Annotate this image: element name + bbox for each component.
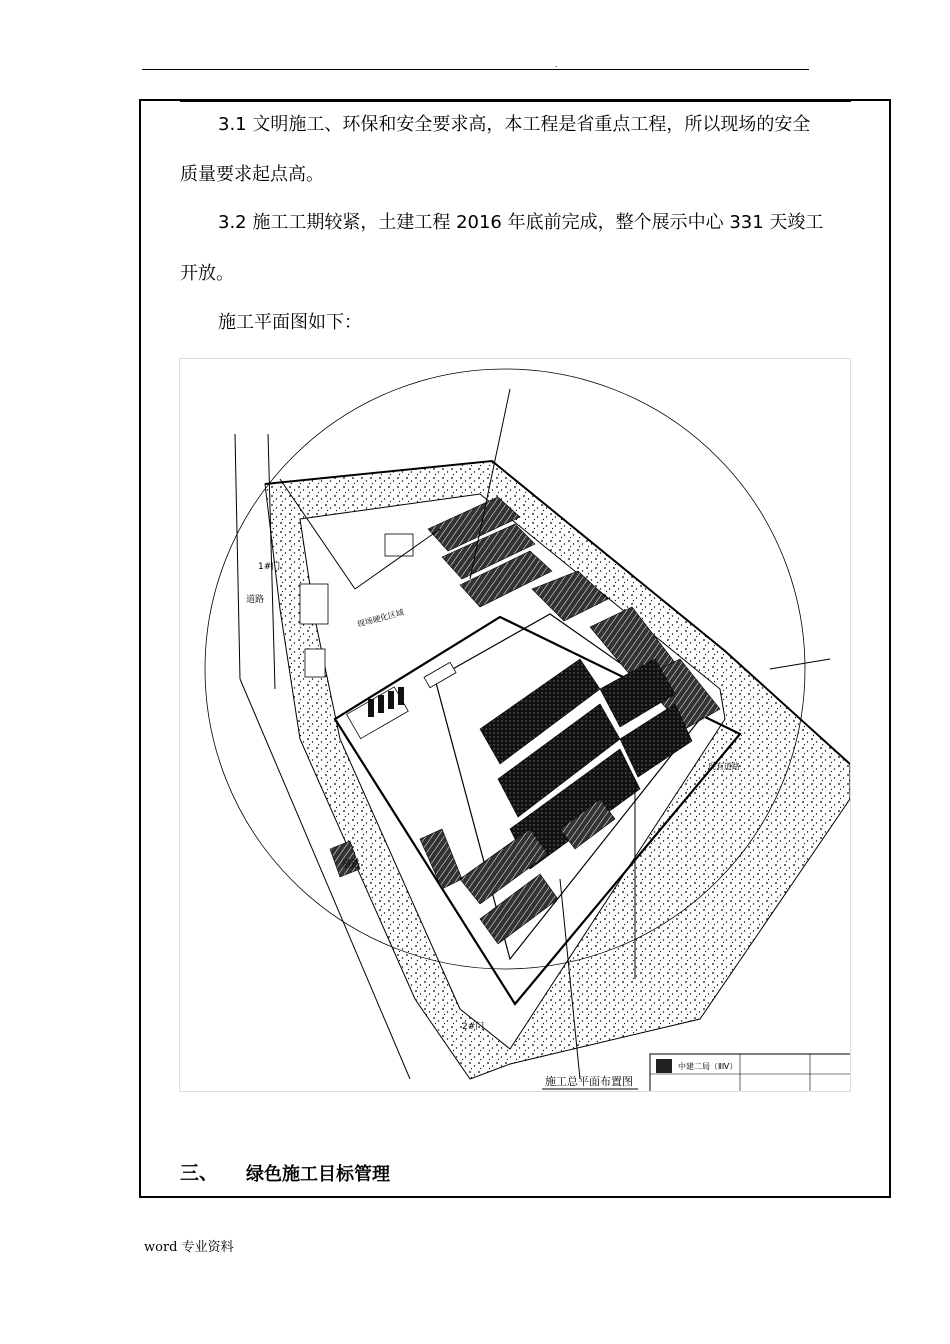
label-hardened-area: 现场硬化区域 [356,607,405,629]
label-road-bottom: 道路 [342,860,361,870]
label-road-left: 道路 [246,595,265,605]
paragraph-3-2-line1: 3.2 施工工期较紧，土建工程 2016 年底前完成，整个展示中心 331 天竣工 [218,212,824,233]
drawing-title: 施工总平面布置图 [545,1075,633,1088]
title-block [542,1054,851,1092]
header-mark: . [555,60,558,69]
section-title: 绿色施工目标管理 [246,1164,390,1185]
site-plan-figure [179,358,851,1092]
figure-intro: 施工平面图如下： [218,312,362,333]
paragraph-3-1-line1: 3.1 文明施工、环保和安全要求高，本工程是省重点工程，所以现场的安全 [218,114,811,135]
label-gate-1: 1#门 [258,562,281,572]
site-plan-drawing [180,359,851,1092]
label-gate-2: 2#门 [462,1022,485,1032]
section-number: 三、 [180,1162,219,1184]
header-rule [142,69,809,70]
footer-text: word 专业资料 [144,1240,234,1255]
frame-top-rule [180,99,851,102]
title-block-company: 中建二局（ⅡⅣ） [678,1062,738,1071]
paragraph-3-1-line2: 质量要求起点高。 [180,164,324,185]
paragraph-3-2-line2: 开放。 [180,263,234,284]
label-existing-road: 现有道路 [708,762,740,771]
